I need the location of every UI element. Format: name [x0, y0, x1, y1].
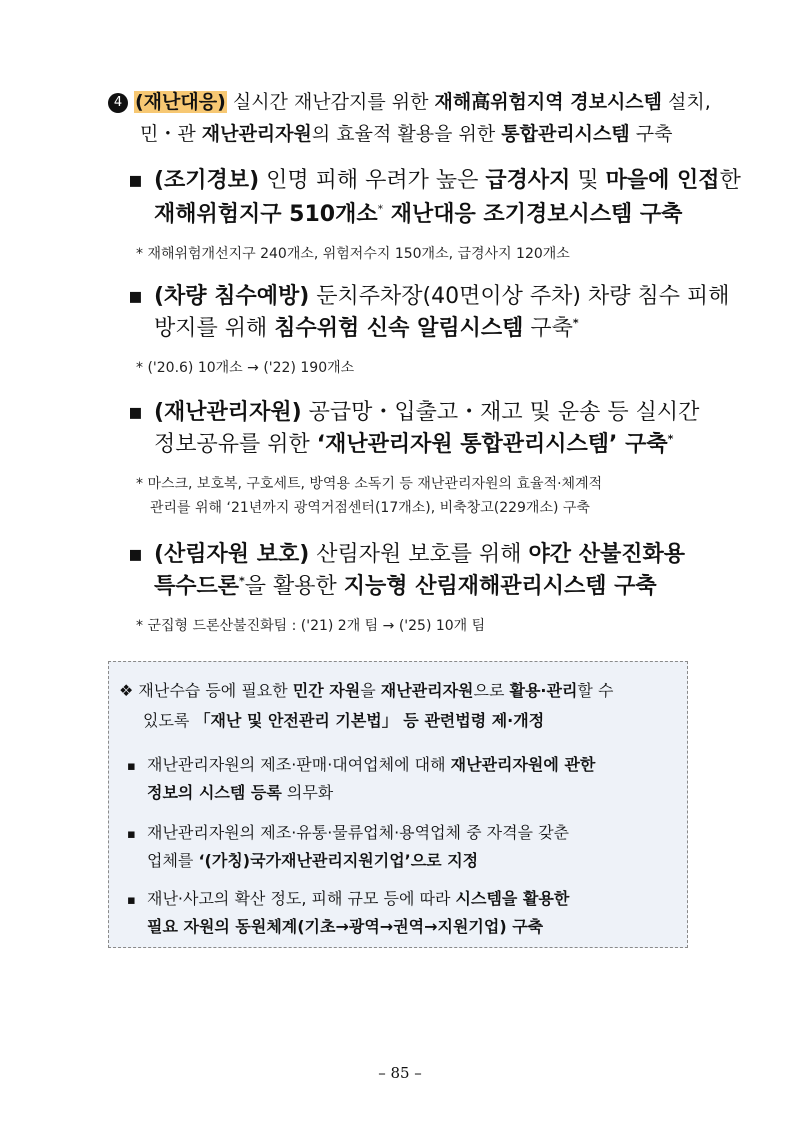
box-bullet-1-line-1	[127, 754, 595, 778]
item-2-note: * ('20.6) 10개소 → ('22) 190개소	[136, 360, 355, 376]
text: 설치,	[662, 91, 711, 113]
text: 구축	[629, 123, 673, 145]
box-bullet-2-line-1	[127, 822, 569, 846]
text: 있도록	[143, 711, 195, 730]
text-bold: 「재난 및 안전관리 기본법」 등 관련법령 제·개정	[194, 711, 545, 730]
page-number: – 85 –	[378, 1064, 422, 1082]
text: 민・관	[140, 123, 202, 145]
footnote-mark: *	[572, 316, 579, 330]
text-bold: ‘(가칭)국가재난관리지원기업’으로 지정	[198, 851, 479, 870]
text-bold: 정보의 시스템 등록	[147, 783, 282, 802]
item-2-line-2	[154, 314, 579, 344]
item-3-line-1	[128, 398, 699, 428]
text: 실시간 재난감지를 위한	[226, 91, 435, 113]
item-tag: (조기경보)	[154, 168, 260, 193]
text-bold: 침수위험 신속 알림시스템	[274, 316, 524, 341]
square-bullet-icon: ▪	[127, 827, 136, 842]
text: 재난수습 등에 필요한	[133, 681, 293, 700]
square-bullet-icon: ▪	[128, 400, 143, 425]
main-tag: (재난대응)	[135, 91, 226, 113]
item-3-note-2: 관리를 위해 ‘21년까지 광역거점센터(17개소), 비축창고(229개소) 구축	[150, 500, 590, 516]
text: 으로	[473, 681, 510, 700]
text-bold: 야간 산불진화용	[528, 542, 685, 567]
text: 의 효율적 활용을 위한	[311, 123, 502, 145]
item-1-line-2	[154, 200, 682, 230]
box-bullet-1-line-2	[147, 782, 333, 804]
text: 재난관리자원의 제조·판매·대여업체에 대해	[147, 755, 451, 774]
text-bold: 마을에 인접	[605, 168, 720, 193]
text: 을 활용한	[244, 574, 344, 599]
square-bullet-icon: ▪	[128, 284, 143, 309]
text-bold: 급경사지	[485, 168, 571, 193]
item-4-line-2	[154, 572, 657, 602]
text-bold: 민간 자원	[292, 681, 361, 700]
text: 재난관리자원의 제조·유통·물류업체·용역업체 중 자격을 갖춘	[147, 823, 570, 842]
text-bold: 재난관리자원	[380, 681, 474, 700]
item-tag: (산림자원 보호)	[154, 542, 310, 567]
main-heading-line-1	[108, 90, 711, 114]
text-bold: 재해위험지구 510개소	[154, 202, 378, 227]
item-3-note-1: * 마스크, 보호복, 구호세트, 방역용 소독기 등 재난관리자원의 효율적·체계적	[136, 476, 603, 492]
box-bullet-3-line-2: 필요 자원의 동원체계(기초→광역→권역→지원기업) 구축	[147, 917, 544, 936]
text-bold: 활용·관리	[509, 681, 578, 700]
text-bold: 지능형 산림재해관리시스템 구축	[343, 574, 657, 599]
main-heading-line-2	[140, 122, 672, 146]
box-heading-line-2	[143, 710, 544, 732]
text: 인명 피해 우려가 높은	[259, 168, 486, 193]
summary-box	[108, 661, 688, 948]
item-tag: (재난관리자원)	[154, 400, 302, 425]
text: 정보공유를 위한	[154, 432, 317, 457]
text: 한	[719, 168, 741, 193]
item-4-line-1	[128, 540, 685, 570]
text: 공급망・입출고・재고 및 운송 등 실시간	[301, 400, 700, 425]
number-4-icon: 4	[108, 93, 128, 113]
text: 업체를	[147, 851, 199, 870]
text: 의무화	[281, 783, 334, 802]
square-bullet-icon: ▪	[127, 893, 136, 908]
text: 방지를 위해	[154, 316, 275, 341]
text-bold: 재난관리자원	[201, 123, 312, 145]
item-1-note: * 재해위험개선지구 240개소, 위험저수지 150개소, 급경사지 120개소	[136, 246, 570, 262]
text: 구축	[523, 316, 573, 341]
footnote-mark: *	[667, 432, 674, 446]
box-bullet-2-line-2	[147, 850, 478, 872]
footnote-mark: *	[377, 202, 384, 216]
text: 재난·사고의 확산 정도, 피해 규모 등에 따라	[147, 889, 456, 908]
text: 을	[360, 681, 381, 700]
text-bold: 재해高위험지역 경보시스템	[434, 91, 663, 113]
item-2-line-1	[128, 282, 729, 312]
item-tag: (차량 침수예방)	[154, 284, 310, 309]
square-bullet-icon: ▪	[128, 542, 143, 567]
item-1-line-1	[128, 166, 741, 196]
square-bullet-icon: ▪	[127, 759, 136, 774]
box-bullet-3-line-1	[127, 888, 569, 912]
item-3-line-2	[154, 430, 673, 460]
text: 할 수	[577, 681, 614, 700]
text: 산림자원 보호를 위해	[309, 542, 529, 567]
text: 둔치주차장(40면이상 주차) 차량 침수 피해	[309, 284, 730, 309]
text-bold: 시스템을 활용한	[455, 889, 570, 908]
square-bullet-icon: ▪	[128, 168, 143, 193]
text-bold: 재난대응 조기경보시스템 구축	[383, 202, 683, 227]
text-bold: ‘재난관리자원 통합관리시스템’ 구축	[316, 432, 668, 457]
box-heading-line-1	[119, 680, 613, 702]
item-4-note: * 군집형 드론산불진화팀 : ('21) 2개 팀 → ('25) 10개 팀	[136, 618, 486, 634]
text-bold: 재난관리자원에 관한	[450, 755, 596, 774]
footnote-mark: *	[239, 574, 245, 588]
text-bold: 통합관리시스템	[501, 123, 630, 145]
text: 및	[570, 168, 606, 193]
text-bold: 특수드론	[154, 574, 240, 599]
diamond-bullet-icon: ❖	[119, 681, 134, 700]
